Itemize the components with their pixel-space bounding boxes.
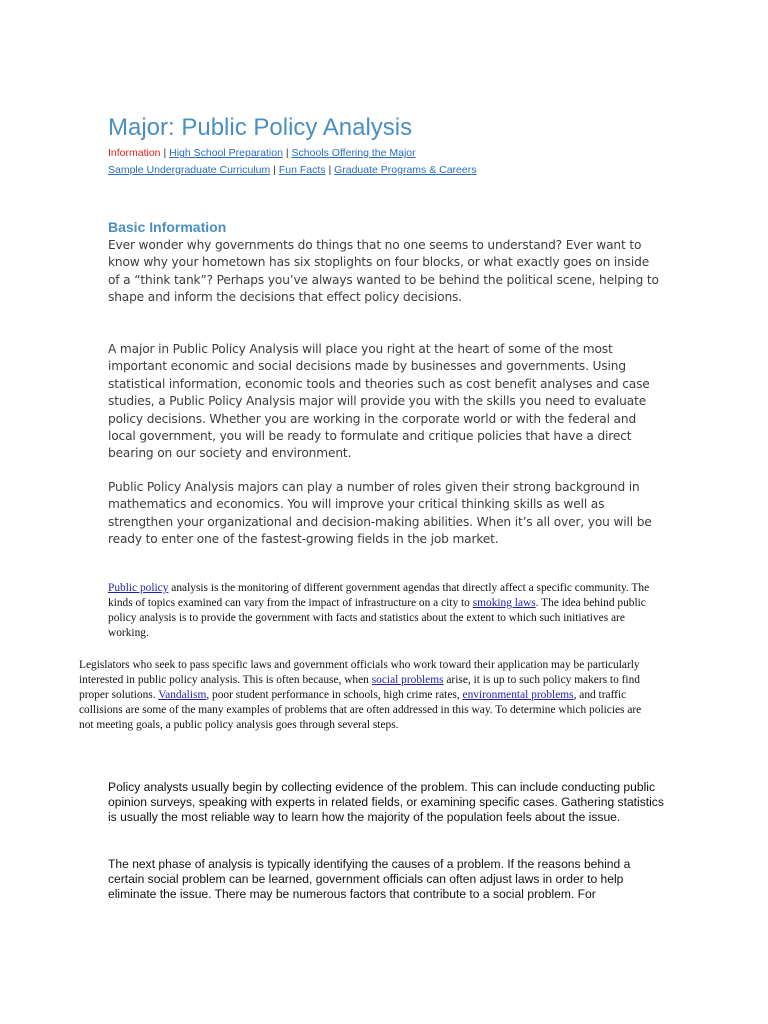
nav-link-high-school-preparation[interactable]: High School Preparation — [169, 147, 283, 159]
nav-separator: | — [273, 164, 279, 176]
nav-link-fun-facts[interactable]: Fun Facts — [278, 164, 326, 176]
text-segment: , poor student performance in schools, high crime rates, — [206, 688, 463, 701]
section-heading-basic-information: Basic Information — [108, 219, 227, 235]
nav-separator: | — [285, 147, 292, 159]
link-vandalism[interactable]: Vandalism — [158, 688, 207, 701]
paragraph-collecting-evidence: Policy analysts usually begin by collecting evidence of the problem. This can include conducting public opinion surveys, speaking with experts in related fields, or examining specific cases. Gathering statistics is usually the most reliable way to learn how the majority of the population feels about the issue. — [108, 780, 664, 824]
paragraph-identifying-causes: The next phase of analysis is typically identifying the causes of a problem. If the reasons behind a certain social problem can be learned, government officials can often adjust laws in order to help eliminate the issue. There may be numerous factors that contribute to a social problem. For — [108, 857, 631, 901]
paragraph-legislators — [79, 658, 644, 733]
text-segment: Legislators who seek to pass specific laws and government officials who work toward their application may be particularly interested in public policy analysis. This is often because, when — [79, 659, 640, 686]
page-title: Major: Public Policy Analysis — [108, 114, 413, 141]
nav-current-information: Information — [108, 147, 161, 159]
paragraph-public-policy-definition — [108, 581, 654, 641]
link-environmental-problems[interactable]: environmental problems — [462, 688, 574, 701]
section-nav-row-2 — [108, 163, 477, 177]
text-segment: . The idea behind public policy analysis is to provide the government with facts and statistics about the extent to which such initiatives are working. — [108, 596, 646, 639]
paragraph-career-roles: Public Policy Analysis majors can play a number of roles given their strong background in mathematics and economics. You will improve your critical thinking skills as well as strengthen your organizational and decision-making abilities. When it’s all over, you will be ready to enter one of the fastest-growing fields in the job market. — [108, 480, 652, 547]
nav-separator: | — [163, 147, 170, 159]
link-smoking-laws[interactable]: smoking laws — [472, 596, 536, 609]
text-segment: , and traffic collisions are some of the many examples of problems that are often addressed in this way. To determine which policies are not meeting goals, a public policy analysis goes through several steps. — [79, 688, 642, 731]
nav-link-schools-offering-major[interactable]: Schools Offering the Major — [291, 147, 416, 159]
paragraph-intro: Ever wonder why governments do things that no one seems to understand? Ever want to know why your hometown has six stoplights on four blocks, or what exactly goes on inside of a “think tank”? Perhaps you’ve always wanted to be behind the political scene, helping to shape and inform the decisions that effect policy decisions. — [108, 238, 659, 305]
paragraph-major-overview: A major in Public Policy Analysis will place you right at the heart of some of the most important economic and social decisions made by businesses and governments. Using statistical information, economic tools and theories such as cost benefit analyses and case studies, a Public Policy Analysis major will provide you with the skills you need to evaluate policy decisions. Whether you are working in the corporate world or with the federal and local government, you will be ready to formulate and critique policies that have a direct bearing on our society and environment. — [108, 342, 650, 461]
nav-separator: | — [328, 164, 335, 176]
nav-link-graduate-programs-careers[interactable]: Graduate Programs & Careers — [334, 164, 477, 176]
nav-link-sample-curriculum[interactable]: Sample Undergraduate Curriculum — [108, 164, 271, 176]
text-segment: analysis is the monitoring of different government agendas that directly affect a specific community. The kinds of topics examined can vary from the impact of infrastructure on a city to — [108, 582, 650, 609]
text-segment: arise, it is up to such policy makers to find proper solutions. — [79, 673, 640, 701]
link-public-policy[interactable]: Public policy — [108, 582, 169, 594]
section-nav-row-1 — [108, 146, 416, 160]
link-social-problems[interactable]: social problems — [371, 673, 444, 686]
